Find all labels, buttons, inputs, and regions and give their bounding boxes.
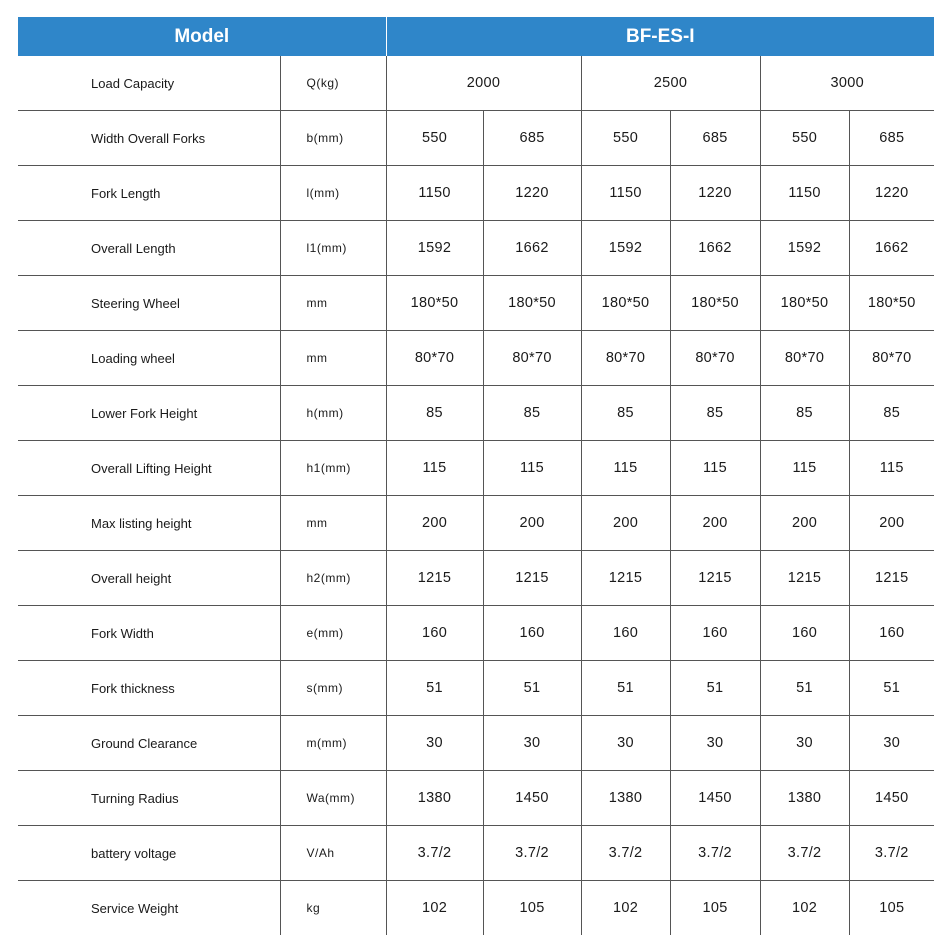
row-value: 1662 [670,221,760,276]
row-unit: mm [280,496,386,551]
row-value: 1592 [386,221,483,276]
row-unit: h2(mm) [280,551,386,606]
row-value: 160 [670,606,760,661]
row-value: 105 [483,881,581,936]
row-value: 85 [581,386,670,441]
row-value: 200 [483,496,581,551]
row-value: 180*50 [849,276,934,331]
table-row [18,606,934,661]
row-unit: m(mm) [280,716,386,771]
row-value: 160 [581,606,670,661]
table-row [18,166,934,221]
row-label: Overall height [18,551,280,606]
row-label: Lower Fork Height [18,386,280,441]
model-label: Model [18,17,386,56]
row-value: 3.7/2 [670,826,760,881]
row-value: 3.7/2 [849,826,934,881]
row-value: 180*50 [483,276,581,331]
row-value: 1215 [483,551,581,606]
capacity-value: 3000 [760,56,934,111]
row-value: 200 [670,496,760,551]
row-value: 115 [670,441,760,496]
row-label: Turning Radius [18,771,280,826]
row-label: Fork Width [18,606,280,661]
row-value: 200 [386,496,483,551]
row-value: 685 [670,111,760,166]
model-value: BF-ES-I [386,17,934,56]
row-unit: l1(mm) [280,221,386,276]
row-value: 200 [581,496,670,551]
row-value: 85 [386,386,483,441]
row-unit: mm [280,331,386,386]
row-value: 1220 [670,166,760,221]
row-label: battery voltage [18,826,280,881]
row-label: Load Capacity [18,56,280,111]
row-value: 51 [386,661,483,716]
row-value: 550 [760,111,849,166]
row-value: 685 [849,111,934,166]
row-value: 3.7/2 [581,826,670,881]
table-row [18,661,934,716]
row-value: 80*70 [386,331,483,386]
row-unit: V/Ah [280,826,386,881]
row-value: 1380 [760,771,849,826]
row-unit: Wa(mm) [280,771,386,826]
row-value: 102 [581,881,670,936]
row-value: 1380 [581,771,670,826]
row-value: 180*50 [386,276,483,331]
row-value: 1450 [849,771,934,826]
table-row [18,221,934,276]
row-value: 200 [760,496,849,551]
row-value: 550 [581,111,670,166]
row-label: Fork thickness [18,661,280,716]
row-value: 1215 [386,551,483,606]
row-value: 115 [849,441,934,496]
row-value: 1220 [849,166,934,221]
row-label: Width Overall Forks [18,111,280,166]
row-unit: h(mm) [280,386,386,441]
row-value: 1380 [386,771,483,826]
row-value: 105 [879,900,905,916]
row-value: 180*50 [760,276,849,331]
table-row [18,386,934,441]
row-value: 180*50 [670,276,760,331]
row-value: 1592 [581,221,670,276]
row-value: 115 [483,441,581,496]
row-value: 30 [386,716,483,771]
row-value: 51 [760,661,849,716]
row-value: 102 [760,881,849,936]
row-value: 80*70 [483,331,581,386]
row-unit: l(mm) [280,166,386,221]
row-value: 80*70 [849,331,934,386]
row-label: Service Weight [18,881,280,936]
table-row [18,441,934,496]
row-value: 160 [483,606,581,661]
row-unit: mm [280,276,386,331]
table-row [18,551,934,606]
row-value: 80*70 [581,331,670,386]
row-value: 51 [670,661,760,716]
row-value: 30 [483,716,581,771]
row-value: 1220 [483,166,581,221]
row-value: 51 [483,661,581,716]
row-value: 1215 [849,551,934,606]
table-row [18,496,934,551]
row-value: 160 [849,606,934,661]
row-value: 550 [386,111,483,166]
row-label: Steering Wheel [18,276,280,331]
spec-table [18,17,934,935]
row-unit: b(mm) [280,111,386,166]
row-value: 30 [670,716,760,771]
table-row [18,881,934,936]
row-label: Ground Clearance [18,716,280,771]
row-value: 115 [760,441,849,496]
row-label: Overall Lifting Height [18,441,280,496]
row-unit: e(mm) [280,606,386,661]
row-value: 80*70 [760,331,849,386]
row-value: 115 [581,441,670,496]
row-unit: h1(mm) [280,441,386,496]
table-row [18,331,934,386]
row-unit: Q(kg) [280,56,386,111]
header-row [18,17,934,56]
table-row [18,716,934,771]
row-value: 1662 [483,221,581,276]
table-row [18,826,934,881]
row-value: 1215 [760,551,849,606]
row-value: 51 [849,661,934,716]
row-value: 1450 [483,771,581,826]
row-value: 1450 [670,771,760,826]
row-value: 200 [849,496,934,551]
row-label: Fork Length [18,166,280,221]
row-value: 102 [386,881,483,936]
row-unit: kg [280,881,386,936]
row-value: 180*50 [581,276,670,331]
row-unit: s(mm) [280,661,386,716]
row-value: 115 [386,441,483,496]
table-row [18,771,934,826]
row-value: 51 [581,661,670,716]
capacity-value: 2000 [386,56,581,111]
row-value: 30 [849,716,934,771]
row-label: Max listing height [18,496,280,551]
row-value: 3.7/2 [386,826,483,881]
row-value: 1150 [386,166,483,221]
row-value: 685 [483,111,581,166]
row-value: 85 [670,386,760,441]
row-value: 1215 [670,551,760,606]
row-value: 85 [483,386,581,441]
row-value: 1592 [760,221,849,276]
table-row-load-capacity [18,56,934,111]
row-label: Loading wheel [18,331,280,386]
row-value: 1662 [849,221,934,276]
capacity-value: 2500 [581,56,760,111]
row-value: 105 [670,881,760,936]
row-value: 80*70 [670,331,760,386]
table-row [18,111,934,166]
row-value: 160 [760,606,849,661]
row-value: 160 [386,606,483,661]
row-value: 1150 [760,166,849,221]
row-value: 3.7/2 [483,826,581,881]
row-value: 85 [849,386,934,441]
row-value: 85 [760,386,849,441]
row-value: 1150 [581,166,670,221]
row-value: 1215 [581,551,670,606]
row-value: 30 [760,716,849,771]
row-label: Overall Length [18,221,280,276]
row-value: 30 [581,716,670,771]
table-row [18,276,934,331]
row-value: 3.7/2 [760,826,849,881]
